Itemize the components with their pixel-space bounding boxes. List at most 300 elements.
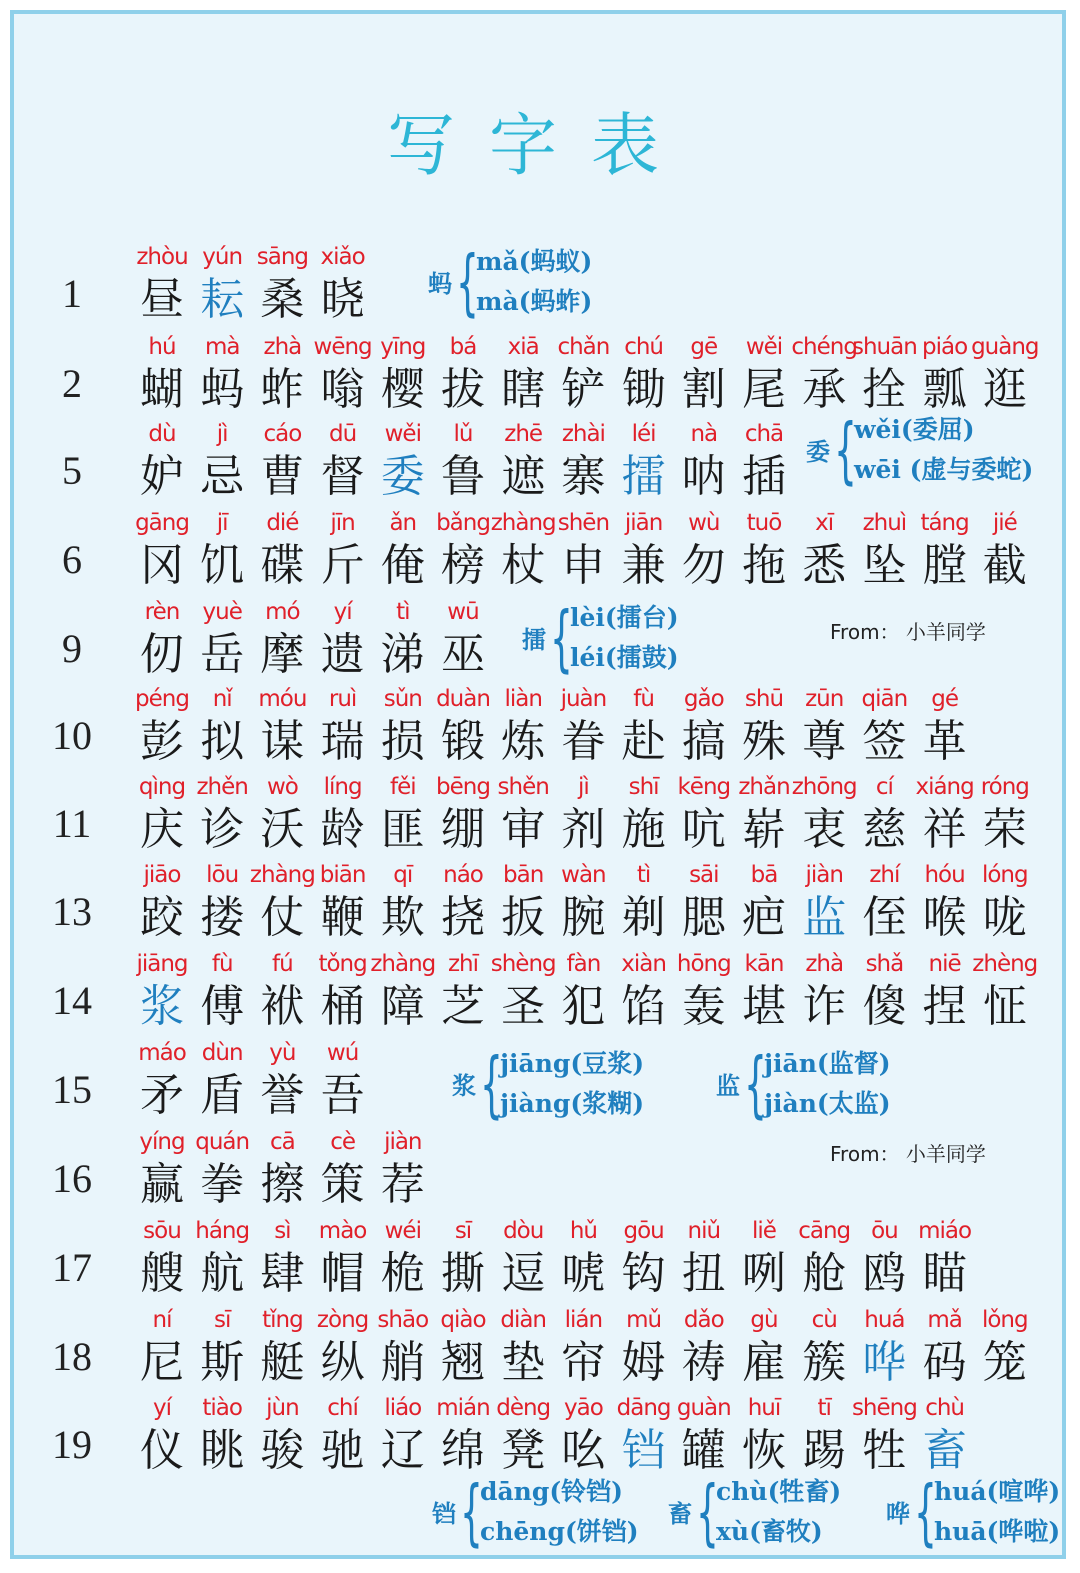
pinyin: liě: [752, 1218, 776, 1244]
reading-2: huā(哗啦): [934, 1517, 1061, 1546]
pinyin: fù: [211, 951, 233, 977]
hanzi: 慈: [862, 804, 907, 855]
pinyin: yí: [333, 599, 352, 625]
hanzi: 剂: [561, 804, 606, 855]
hanzi: 扭: [681, 1248, 726, 1299]
hanzi: 搂: [200, 892, 245, 943]
hanzi: 承: [802, 364, 847, 415]
hanzi: 拟: [200, 716, 245, 767]
pinyin: jùn: [266, 1395, 299, 1421]
hanzi: 鸥: [862, 1248, 907, 1299]
hanzi: 吆: [561, 1425, 606, 1476]
pinyin: dié: [266, 510, 299, 536]
hanzi: 瓢: [922, 364, 967, 415]
brace-icon: {: [914, 1470, 937, 1554]
hanzi: 斯: [200, 1337, 245, 1388]
hanzi: 傅: [200, 981, 245, 1032]
hanzi: 咧: [742, 1248, 786, 1299]
lesson-row: [0, 774, 1080, 862]
pinyin: tiào: [202, 1395, 242, 1421]
hanzi: 挠: [441, 892, 485, 943]
reading-1: jiāng(豆浆): [500, 1049, 645, 1078]
pinyin: xiǎo: [320, 244, 365, 270]
pinyin: ōu: [871, 1218, 898, 1244]
hanzi: 锄: [621, 364, 666, 415]
hanzi: 骏: [260, 1425, 305, 1476]
pinyin: biān: [319, 862, 366, 888]
hanzi: 桑: [260, 274, 305, 325]
hanzi: 搞: [681, 716, 726, 767]
pinyin: mào: [318, 1218, 367, 1244]
lesson-number: 10: [52, 713, 92, 758]
hanzi: 航: [200, 1248, 245, 1299]
brace-icon: {: [696, 1470, 719, 1554]
note-char: 蚂: [428, 269, 452, 298]
pinyin: rèn: [144, 599, 180, 625]
hanzi: 舱: [802, 1248, 847, 1299]
hanzi: 瞄: [922, 1248, 967, 1299]
pinyin: jì: [216, 421, 228, 447]
reading-1: lèi(擂台): [570, 603, 679, 632]
hanzi: 帘: [561, 1337, 606, 1388]
hanzi: 绵: [441, 1425, 485, 1476]
pinyin: jiàn: [805, 862, 843, 888]
pinyin: jì: [578, 774, 589, 800]
reading-2: jiàn(太监): [764, 1089, 891, 1118]
pinyin: tì: [396, 599, 410, 625]
hanzi: 哗: [862, 1337, 907, 1388]
pinyin: fàn: [566, 951, 601, 977]
pinyin: tuō: [746, 510, 782, 536]
pinyin: shēn: [557, 510, 610, 536]
lesson-row: [0, 1218, 1080, 1306]
hanzi: 仗: [260, 892, 305, 943]
lesson-number: 1: [62, 271, 82, 316]
hanzi: 吾: [320, 1070, 365, 1121]
hanzi: 雇: [742, 1337, 786, 1388]
note-char: 哗: [886, 1499, 910, 1528]
pinyin: wéi: [384, 1218, 421, 1244]
lesson-row: [0, 951, 1080, 1039]
pinyin: kēng: [677, 774, 731, 800]
pinyin: mǎ: [927, 1307, 962, 1333]
hanzi: 畜: [922, 1425, 967, 1476]
pinyin: shī: [628, 774, 659, 800]
hanzi: 誉: [260, 1070, 305, 1121]
hanzi: 监: [802, 892, 847, 943]
hanzi: 炼: [501, 716, 546, 767]
pinyin: zhuì: [862, 510, 907, 536]
hanzi: 祷: [681, 1337, 726, 1388]
pinyin: shēng: [851, 1395, 917, 1421]
pinyin: zhōng: [791, 774, 857, 800]
pinyin: fù: [633, 686, 654, 712]
pinyin: yún: [202, 244, 243, 270]
hanzi: 恢: [742, 1425, 786, 1476]
hanzi: 跤: [140, 892, 184, 943]
hanzi: 矛: [140, 1070, 184, 1121]
hanzi: 瑞: [320, 716, 365, 767]
hanzi: 审: [501, 804, 546, 855]
pinyin: zhàng: [370, 951, 436, 977]
hanzi: 仞: [140, 629, 184, 680]
reading-2: chēng(饼铛): [480, 1517, 639, 1546]
hanzi: 锻: [441, 716, 485, 767]
pinyin: jīn: [330, 510, 355, 536]
hanzi: 沃: [260, 804, 305, 855]
pinyin: róng: [980, 774, 1029, 800]
pinyin: zhěn: [196, 774, 248, 800]
lesson-row: [0, 1307, 1080, 1395]
pinyin: fěi: [389, 774, 416, 800]
hanzi: 冈: [140, 540, 184, 591]
hanzi: 妒: [140, 451, 184, 502]
pinyin: zhòu: [136, 244, 188, 270]
pinyin: guàn: [676, 1395, 731, 1421]
hanzi: 障: [380, 981, 425, 1032]
hanzi: 纵: [320, 1337, 365, 1388]
pinyin: jī: [216, 510, 228, 536]
pinyin: liàn: [504, 686, 542, 712]
pinyin: zòng: [316, 1307, 369, 1333]
hanzi: 昼: [140, 274, 184, 325]
hanzi: 割: [681, 364, 726, 415]
hanzi: 帽: [320, 1248, 365, 1299]
hanzi: 荐: [380, 1159, 425, 1210]
pinyin: lǒng: [981, 1307, 1028, 1333]
hanzi: 晓: [320, 274, 365, 325]
pinyin: yāo: [564, 1395, 603, 1421]
pinyin: yù: [269, 1040, 296, 1066]
pinyin: qiān: [861, 686, 908, 712]
pinyin: sī: [214, 1307, 231, 1333]
hanzi: 尼: [140, 1337, 184, 1388]
pinyin: shuān: [851, 334, 917, 360]
reading-2: xù(畜牧): [716, 1517, 823, 1546]
pinyin: cāng: [798, 1218, 851, 1244]
hanzi: 龄: [320, 804, 365, 855]
pinyin: mǔ: [626, 1307, 662, 1333]
pinyin: dòu: [503, 1218, 544, 1244]
lesson-number: 17: [52, 1245, 92, 1290]
pinyin: jiāo: [143, 862, 181, 888]
pinyin: liáo: [384, 1395, 422, 1421]
pinyin: zhà: [263, 334, 302, 360]
hanzi: 赢: [140, 1159, 184, 1210]
hanzi: 谋: [260, 716, 305, 767]
hanzi: 剃: [621, 892, 666, 943]
pinyin: tǒng: [318, 951, 367, 977]
pinyin: cáo: [263, 421, 302, 447]
pinyin: bǎng: [436, 510, 490, 536]
hanzi: 擦: [260, 1159, 305, 1210]
pinyin: tī: [817, 1395, 831, 1421]
pinyin: nǐ: [212, 686, 232, 712]
lesson-number: 14: [52, 978, 92, 1023]
pinyin: huá: [864, 1307, 905, 1333]
hanzi: 侄: [862, 892, 907, 943]
brace-icon: {: [460, 1470, 483, 1554]
hanzi: 诈: [802, 981, 847, 1032]
reading-1: jiān(监督): [764, 1049, 891, 1078]
hanzi: 兼: [621, 540, 666, 591]
pinyin: sī: [454, 1218, 472, 1244]
pinyin: chù: [925, 1395, 964, 1421]
hanzi: 圣: [501, 981, 546, 1032]
lesson-number: 13: [52, 889, 92, 934]
hanzi: 腕: [561, 892, 606, 943]
pinyin: dù: [148, 421, 176, 447]
hanzi: 督: [320, 451, 365, 502]
hanzi: 疤: [742, 892, 786, 943]
pinyin: yīng: [380, 334, 426, 360]
pinyin: bān: [503, 862, 544, 888]
pinyin: dùn: [201, 1040, 243, 1066]
pinyin: quán: [195, 1129, 250, 1155]
pinyin: shǎ: [865, 951, 904, 977]
pinyin: hōng: [676, 951, 731, 977]
hanzi: 拖: [742, 540, 786, 591]
pinyin: gé: [931, 686, 958, 712]
hanzi: 铛: [621, 1425, 666, 1476]
hanzi: 插: [742, 451, 786, 502]
pinyin: gāng: [135, 510, 189, 536]
pinyin: zhǎn: [738, 774, 790, 800]
source-label: From： 小羊同学: [830, 620, 986, 644]
hanzi: 斤: [320, 540, 365, 591]
hanzi: 匪: [380, 804, 425, 855]
hanzi: 忌: [200, 451, 245, 502]
reading-2: jiàng(浆糊): [500, 1089, 645, 1118]
pinyin: cè: [330, 1129, 355, 1155]
pinyin: jiāng: [136, 951, 188, 977]
pinyin: háng: [195, 1218, 250, 1244]
lesson-number: 11: [52, 801, 92, 846]
pinyin: gǎo: [683, 686, 724, 712]
hanzi: 岳: [200, 629, 245, 680]
hanzi: 签: [862, 716, 907, 767]
hanzi: 饥: [200, 540, 245, 591]
reading-1: wěi(委屈): [854, 415, 975, 444]
hanzi: 桅: [380, 1248, 425, 1299]
reading-2: wēi (虚与委蛇): [854, 455, 1034, 484]
hanzi: 袱: [260, 981, 305, 1032]
hanzi: 蝴: [140, 364, 184, 415]
pinyin: wēng: [313, 334, 372, 360]
pinyin: zhàng: [490, 510, 556, 536]
hanzi: 怔: [982, 981, 1027, 1032]
note-char: 浆: [452, 1071, 476, 1100]
pinyin: mián: [436, 1395, 490, 1421]
hanzi: 耘: [200, 274, 245, 325]
pinyin: diàn: [500, 1307, 547, 1333]
pinyin: chú: [624, 334, 663, 360]
lesson-number: 19: [52, 1422, 92, 1467]
reading-1: chù(牲畜): [716, 1477, 842, 1506]
pinyin: wū: [447, 599, 479, 625]
hanzi: 牲: [862, 1425, 907, 1476]
hanzi: 眷: [561, 716, 606, 767]
hanzi: 犯: [561, 981, 606, 1032]
pinyin: ní: [152, 1307, 172, 1333]
hanzi: 钩: [621, 1248, 666, 1299]
hanzi: 施: [621, 804, 666, 855]
brace-icon: {: [480, 1042, 503, 1126]
hanzi: 笼: [982, 1337, 1027, 1388]
hanzi: 申: [561, 540, 606, 591]
pinyin: cù: [811, 1307, 837, 1333]
pinyin: shěn: [497, 774, 549, 800]
hanzi: 庆: [140, 804, 184, 855]
pinyin: wú: [326, 1040, 359, 1066]
hanzi: 俺: [380, 540, 425, 591]
hanzi: 踢: [802, 1425, 847, 1476]
hanzi: 损: [380, 716, 425, 767]
pinyin: zhài: [561, 421, 605, 447]
hanzi: 尊: [802, 716, 847, 767]
hanzi: 绷: [441, 804, 485, 855]
pinyin: péng: [135, 686, 189, 712]
pinyin: jiān: [624, 510, 663, 536]
lesson-row: [0, 510, 1080, 598]
pinyin: máo: [138, 1040, 186, 1066]
hanzi: 呐: [681, 451, 726, 502]
hanzi: 勿: [681, 540, 726, 591]
lesson-number: 16: [52, 1156, 92, 1201]
hanzi: 欺: [380, 892, 425, 943]
pinyin: mó: [265, 599, 300, 625]
hanzi: 咙: [982, 892, 1027, 943]
hanzi: 簇: [802, 1337, 847, 1388]
lesson-number: 15: [52, 1067, 92, 1112]
page-title: 写字表: [386, 107, 693, 186]
pinyin: shèng: [490, 951, 556, 977]
hanzi: 铲: [561, 364, 606, 415]
hanzi: 策: [320, 1159, 365, 1210]
hanzi: 傻: [862, 981, 907, 1032]
pinyin: nà: [690, 421, 718, 447]
hanzi: 膛: [922, 540, 967, 591]
hanzi: 捏: [922, 981, 967, 1032]
lesson-row: [0, 862, 1080, 950]
pinyin: tǐng: [262, 1307, 303, 1333]
hanzi: 堪: [742, 981, 786, 1032]
hanzi: 摩: [260, 629, 305, 680]
pinyin: sōu: [143, 1218, 181, 1244]
reading-1: mǎ(蚂蚁): [476, 247, 593, 276]
pinyin: jié: [992, 510, 1017, 536]
pinyin: dǎo: [683, 1307, 724, 1333]
hanzi: 撕: [441, 1248, 485, 1299]
hanzi: 诊: [200, 804, 245, 855]
hanzi: 唬: [561, 1248, 606, 1299]
pinyin: lǔ: [453, 421, 473, 447]
pinyin: yíng: [139, 1129, 185, 1155]
pinyin: dū: [329, 421, 357, 447]
pinyin: bá: [449, 334, 477, 360]
hanzi: 喉: [922, 892, 967, 943]
lesson-number: 6: [62, 537, 82, 582]
pinyin: sāng: [256, 244, 309, 270]
hanzi: 翘: [441, 1337, 485, 1388]
hanzi: 艇: [260, 1337, 305, 1388]
hanzi: 拴: [862, 364, 907, 415]
hanzi: 赴: [621, 716, 666, 767]
hanzi: 彭: [140, 716, 184, 767]
hanzi: 浆: [140, 981, 184, 1032]
hanzi: 凳: [501, 1425, 546, 1476]
hanzi: 崭: [742, 804, 786, 855]
pinyin: chí: [327, 1395, 358, 1421]
pinyin: zhí: [869, 862, 900, 888]
hanzi: 嗡: [320, 364, 365, 415]
note-char: 委: [806, 437, 830, 466]
hanzi: 巫: [441, 629, 485, 680]
hanzi: 码: [922, 1337, 967, 1388]
hanzi: 寨: [561, 451, 606, 502]
pinyin: tì: [636, 862, 651, 888]
pinyin: shū: [744, 686, 784, 712]
hanzi: 桶: [320, 981, 365, 1032]
pinyin: qìng: [138, 774, 186, 800]
lesson-row: [0, 686, 1080, 774]
pinyin: bēng: [436, 774, 490, 800]
hanzi: 扳: [501, 892, 546, 943]
pinyin: huī: [747, 1395, 781, 1421]
note-char: 铛: [432, 1499, 456, 1528]
pinyin: wàn: [561, 862, 606, 888]
hanzi: 盾: [200, 1070, 245, 1121]
hanzi: 荣: [982, 804, 1027, 855]
hanzi: 芝: [441, 981, 485, 1032]
hanzi: 肆: [260, 1248, 305, 1299]
hanzi: 遗: [320, 629, 365, 680]
pinyin: guàng: [971, 334, 1039, 360]
pinyin: xī: [815, 510, 834, 536]
hanzi: 杖: [501, 540, 546, 591]
hanzi: 逛: [982, 364, 1027, 415]
hanzi: 艄: [380, 1337, 425, 1388]
pinyin: lōu: [206, 862, 239, 888]
hanzi: 眺: [200, 1425, 245, 1476]
lesson-row: [0, 334, 1080, 422]
pinyin: zhē: [504, 421, 543, 447]
reading-2: mà(蚂蚱): [476, 287, 593, 316]
pinyin: zhàng: [249, 862, 315, 888]
hanzi: 艘: [140, 1248, 184, 1299]
brace-icon: {: [456, 240, 479, 324]
note-char: 监: [716, 1071, 740, 1100]
pinyin: kān: [744, 951, 784, 977]
note-char: 擂: [522, 625, 546, 654]
pinyin: chā: [744, 421, 784, 447]
pinyin: cí: [875, 774, 893, 800]
pinyin: hǔ: [569, 1218, 597, 1244]
pinyin: wěi: [745, 334, 783, 360]
pinyin: gōu: [623, 1218, 664, 1244]
hanzi: 鲁: [441, 451, 485, 502]
pinyin: yuè: [202, 599, 242, 625]
hanzi: 吭: [681, 804, 726, 855]
pinyin: niǔ: [687, 1218, 721, 1244]
hanzi: 馅: [621, 981, 666, 1032]
hanzi: 鞭: [320, 892, 365, 943]
pinyin: juàn: [560, 686, 607, 712]
pinyin: dāng: [616, 1395, 671, 1421]
pinyin: jiàn: [384, 1129, 422, 1155]
hanzi: 涕: [380, 629, 425, 680]
hanzi: 祥: [922, 804, 967, 855]
